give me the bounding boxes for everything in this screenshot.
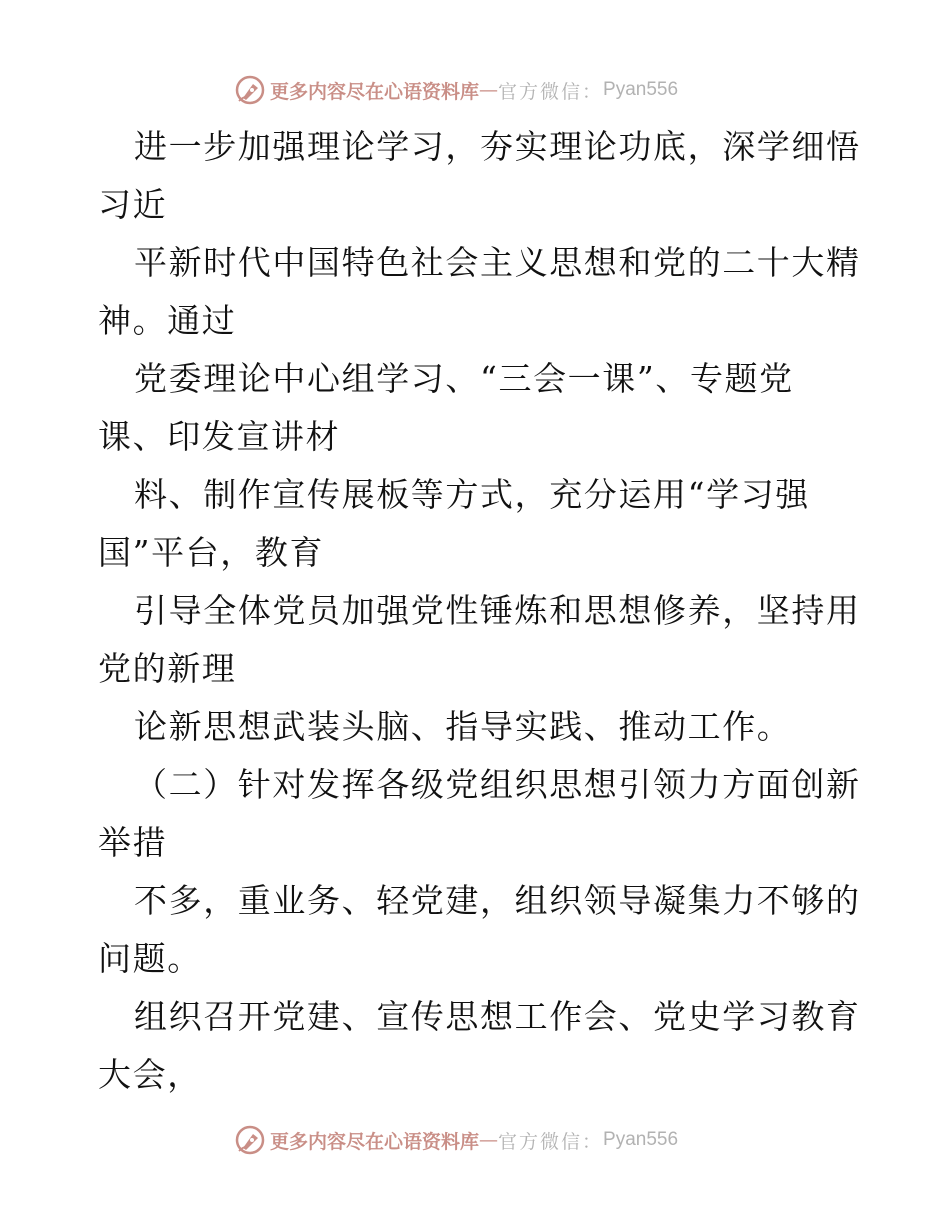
watermark-wechat-id: Pyan556 — [603, 79, 679, 100]
text-line: 进一步加强理论学习，夯实理论功底，深学细悟 — [134, 127, 861, 166]
document-body — [98, 118, 861, 1104]
text-line: 举措 — [98, 823, 168, 862]
text-line: 组织召开党建、宣传思想工作会、党史学习教育 — [134, 997, 861, 1036]
text-line: 国”平台，教育 — [98, 533, 325, 572]
watermark-wechat-id: Pyan556 — [603, 1129, 679, 1150]
section-heading: （二）针对发挥各级党组织思想引领力方面创新 — [134, 765, 861, 804]
watermark-dash: — — [479, 1129, 499, 1151]
watermark-wechat-label: 官方微信： — [498, 1130, 604, 1153]
text-line: 课、印发宣讲材 — [98, 417, 341, 456]
text-line: 问题。 — [98, 939, 202, 978]
watermark-wechat-label: 官方微信： — [498, 80, 604, 103]
text-line: 大会， — [98, 1055, 202, 1094]
text-line: 党委理论中心组学习、“三会一课”、专题党 — [134, 359, 794, 398]
text-line: 料、制作宣传展板等方式，充分运用“学习强 — [134, 475, 810, 514]
watermark-title: 更多内容尽在心语资料库 — [270, 1130, 480, 1153]
footer-watermark — [234, 1122, 678, 1158]
watermark-dash: — — [479, 79, 499, 101]
text-line: 平新时代中国特色社会主义思想和党的二十大精 — [134, 243, 861, 282]
text-line: 引导全体党员加强党性锤炼和思想修养，坚持用 — [134, 591, 861, 630]
text-line: 不多，重业务、轻党建，组织领导凝集力不够的 — [134, 881, 861, 920]
text-line: 习近 — [98, 185, 168, 224]
text-line: 论新思想武装头脑、指导实践、推动工作。 — [134, 707, 792, 746]
text-line: 神。通过 — [98, 301, 237, 340]
header-watermark — [234, 72, 678, 108]
watermark-title: 更多内容尽在心语资料库 — [270, 80, 480, 103]
pen-nib-logo-icon — [234, 74, 266, 106]
text-line: 党的新理 — [98, 649, 237, 688]
pen-nib-logo-icon — [234, 1124, 266, 1156]
